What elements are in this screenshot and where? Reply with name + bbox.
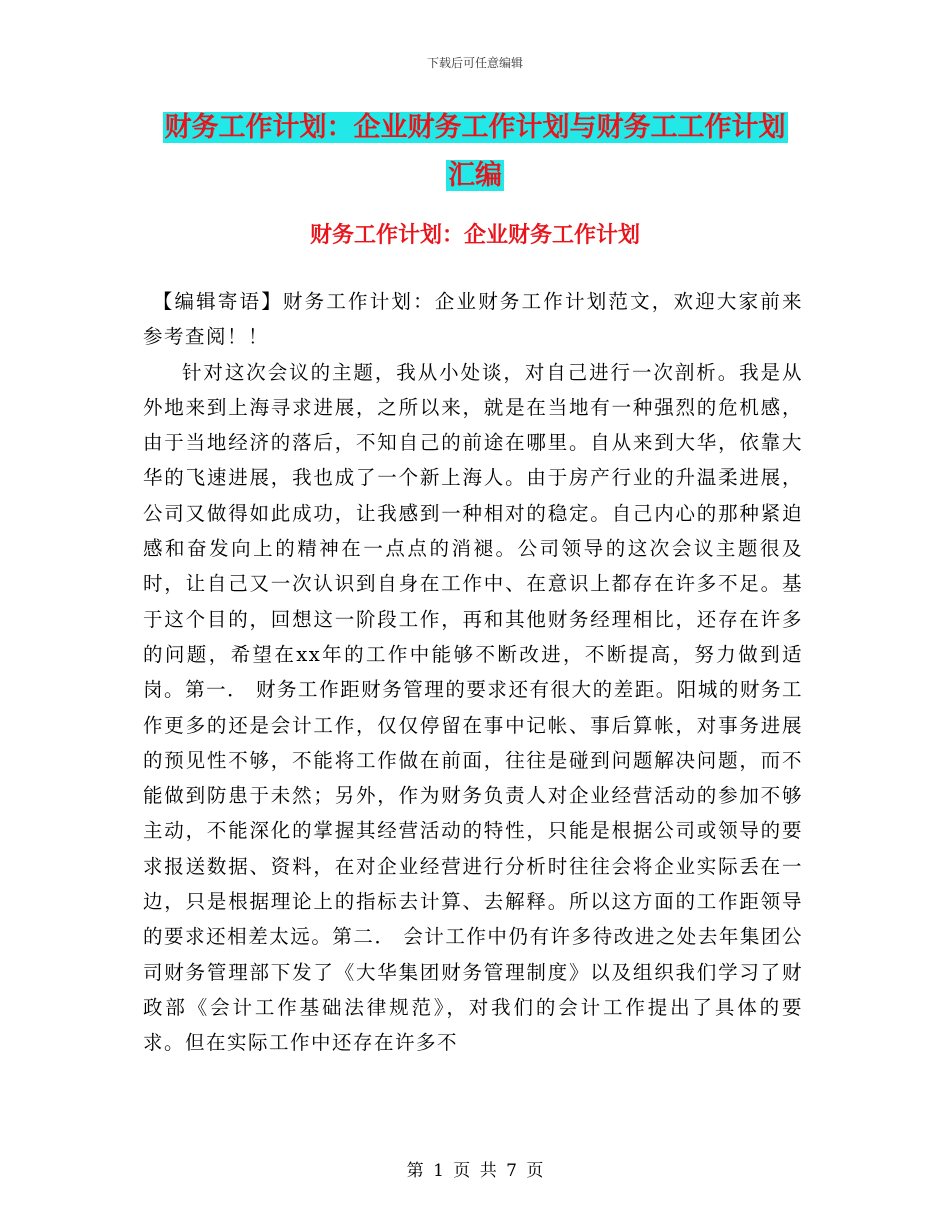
- document-title-line-1: 财务工作计划：企业财务工作计划与财务工工作计划: [164, 112, 786, 143]
- document-title-line-2: 汇编: [448, 160, 502, 191]
- editor-note-paragraph: 【编辑寄语】财务工作计划：企业财务工作计划范文，欢迎大家前来参考查阅！！: [143, 290, 803, 349]
- header-note: 下载后可任意编辑: [426, 56, 523, 70]
- body-paragraph: 针对这次会议的主题，我从小处谈，对自己进行一次剖析。我是从外地来到上海寻求进展，之所以来，就是在当地有一种强烈的危机感，由于当地经济的落后，不知自己的前途在哪里。自从来到大华，依靠大华的飞速进展，我也成了一个新上海人。由于房产行业的升温柔进展，公司又做得如此成功，让我感到一种相对的稳定。自己内心的那种紧迫感和奋发向上的精神在一点点的消褪。公司领导的这次会议主题很及时，让自己又一次认识到自身在工作中、在意识上都存在许多不足。基于这个目的，回想这一阶段工作，再和其他财务经理相比，还存在许多的问题，希望在xx年的工作中能够不断改进，不断提高，努力做到适岗。第一． 财务工作距财务管理的要求还有很大的差距。阳城的财务工作更多的还是会计工作，仅仅停留在事中记帐、事后算帐，对事务进展的预见性不够，不能将工作做在前面，往往是碰到问题解决问题，而不能做到防患于未然；另外，作为财务负责人对企业经营活动的参加不够主动，不能深化的掌握其经营活动的特性，只能是根据公司或领导的要求报送数据、资料，在对企业经营进行分析时往往会将企业实际丢在一边，只是根据理论上的指标去计算、去解释。所以这方面的工作距领导的要求还相差太远。第二． 会计工作中仍有许多待改进之处去年集团公司财务管理部下发了《大华集团财务管理制度》以及组织我们学习了财政部《会计工作基础法律规范》，对我们的会计工作提出了具体的要求。但在实际工作中还存在许多不: [143, 360, 803, 1055]
- page-number: 第 1 页 共 7 页: [406, 1161, 544, 1181]
- section-subtitle: 财务工作计划：企业财务工作计划: [309, 222, 640, 248]
- document-body: [143, 284, 803, 1061]
- document-title: [150, 104, 800, 200]
